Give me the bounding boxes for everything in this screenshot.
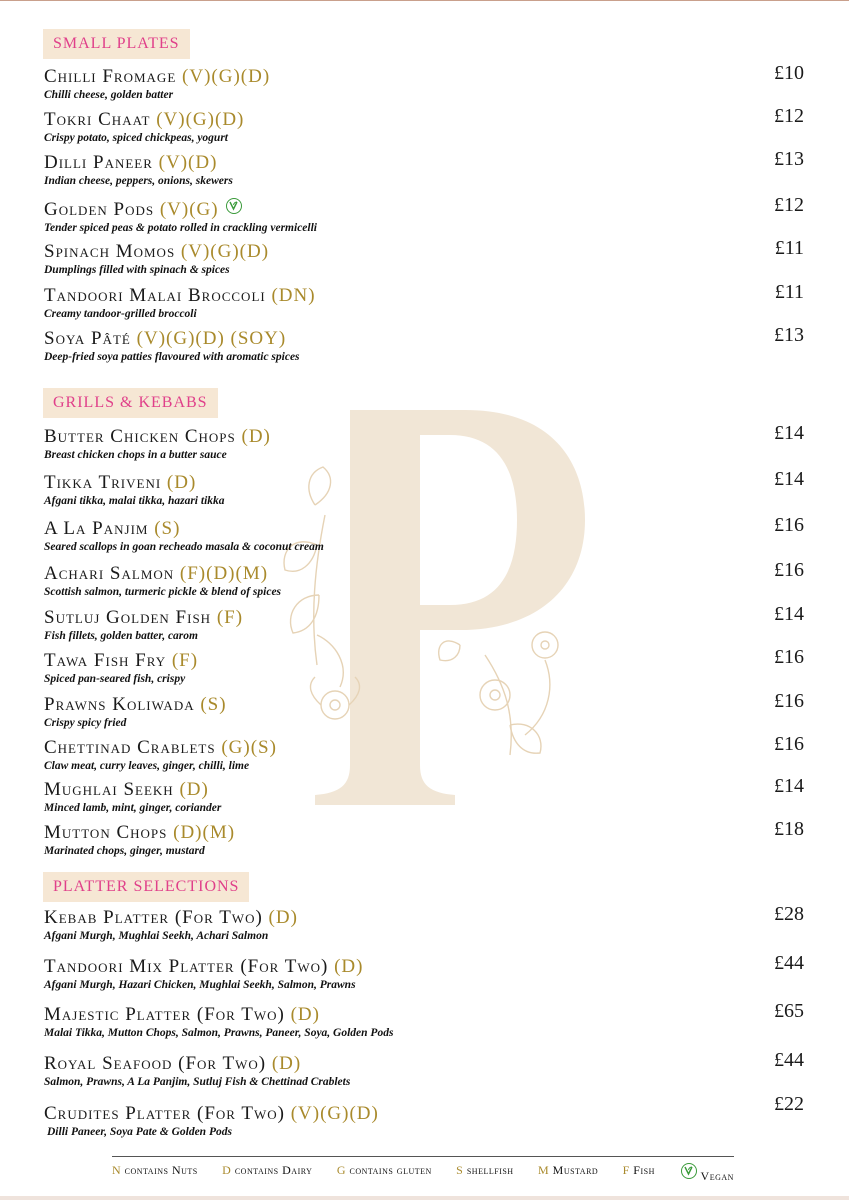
- item-tags: (G)(S): [221, 737, 277, 758]
- legend-item-vegan: [679, 1163, 734, 1184]
- menu-item-butter-chicken-chops: [44, 422, 804, 463]
- menu-item-kebab-platter: [44, 903, 804, 944]
- legend-text: Fish: [633, 1163, 655, 1177]
- bottom-border: [0, 1196, 849, 1200]
- legend-item-gluten: [337, 1163, 432, 1184]
- top-border: [0, 0, 849, 1]
- item-tags: (V)(D): [158, 152, 218, 173]
- item-price: £16: [774, 733, 804, 755]
- item-price: £11: [774, 281, 804, 303]
- item-price: £12: [774, 194, 804, 216]
- item-description: Indian cheese, peppers, onions, skewers: [44, 175, 233, 187]
- item-price: £14: [774, 422, 804, 444]
- item-price: £16: [774, 690, 804, 712]
- item-name: Tandoori Malai Broccoli: [44, 285, 266, 306]
- item-tags: (D): [334, 956, 364, 977]
- item-tags: (D): [290, 1004, 320, 1025]
- menu-item-chilli-fromage: [44, 62, 804, 103]
- legend-text: contains Dairy: [234, 1163, 313, 1177]
- legend-item-dairy: [222, 1163, 312, 1184]
- legend-code: M: [537, 1163, 550, 1177]
- item-name: Tandoori Mix Platter (For Two): [44, 956, 329, 977]
- item-tags: (D): [268, 907, 298, 928]
- item-name: Butter Chicken Chops: [44, 426, 236, 447]
- item-description: Creamy tandoor-grilled broccoli: [44, 308, 197, 320]
- item-name: Chilli Fromage: [44, 66, 177, 87]
- menu-item-dilli-paneer: [44, 148, 804, 189]
- item-description: Dilli Paneer, Soya Pate & Golden Pods: [47, 1126, 232, 1138]
- item-name: Achari Salmon: [44, 563, 175, 584]
- item-name: Tikka Triveni: [44, 472, 162, 493]
- item-price: £18: [774, 818, 804, 840]
- item-name: Soya Pâté: [44, 328, 131, 349]
- menu-item-mughlai-seekh: [44, 775, 804, 816]
- item-tags: (V)(G)(D): [182, 66, 271, 87]
- item-name: Sutluj Golden Fish: [44, 607, 212, 628]
- item-price: £16: [774, 646, 804, 668]
- item-name: Tawa Fish Fry: [44, 650, 167, 671]
- item-tags: (S): [154, 518, 181, 539]
- item-name: Royal Seafood (For Two): [44, 1053, 267, 1074]
- item-tags: (V)(G)(D): [180, 241, 270, 262]
- item-price: £13: [774, 148, 804, 170]
- item-tags: (V)(G)(D): [290, 1103, 379, 1124]
- item-description: Breast chicken chops in a butter sauce: [44, 449, 227, 461]
- item-price: £14: [774, 775, 804, 797]
- legend-text: contains Nuts: [124, 1163, 198, 1177]
- vegan-icon: [226, 198, 242, 214]
- item-description: Minced lamb, mint, ginger, coriander: [44, 802, 222, 814]
- item-tags: (D): [271, 1053, 302, 1074]
- item-name: Mutton Chops: [44, 822, 168, 843]
- item-name: Dilli Paneer: [44, 152, 153, 173]
- item-description: Fish fillets, golden batter, carom: [44, 630, 198, 642]
- legend-item-mustard: [538, 1163, 598, 1184]
- legend-text: contains gluten: [349, 1163, 432, 1177]
- menu-item-prawns-koliwada: [44, 690, 804, 731]
- menu-item-spinach-momos: [44, 237, 804, 278]
- item-description: Deep-fried soya patties flavoured with aromatic spices: [44, 351, 300, 363]
- item-name: A La Panjim: [44, 518, 149, 539]
- item-description: Afgani Murgh, Hazari Chicken, Mughlai Seekh, Salmon, Prawns: [44, 979, 356, 991]
- section-title-grills-kebabs: GRILLS & KEBABS: [43, 388, 218, 418]
- item-tags: (D): [166, 472, 197, 493]
- menu-item-tawa-fish-fry: [44, 646, 804, 687]
- item-price: £10: [774, 62, 804, 84]
- allergen-legend: [112, 1156, 734, 1187]
- menu-item-achari-salmon: [44, 559, 804, 600]
- item-name: Chettinad Crablets: [44, 737, 216, 758]
- item-name: Prawns Koliwada: [44, 694, 195, 715]
- legend-code: N: [112, 1163, 122, 1177]
- item-name: Tokri Chaat: [44, 109, 151, 130]
- legend-text: Mustard: [552, 1163, 599, 1177]
- menu-item-a-la-panjim: [44, 514, 804, 555]
- vegan-icon: [681, 1163, 697, 1179]
- item-description: Crispy spicy fried: [44, 717, 127, 729]
- item-price: £44: [774, 1049, 804, 1071]
- legend-text: shellfish: [466, 1163, 514, 1177]
- item-tags: (D)(M): [173, 822, 236, 843]
- item-description: Dumplings filled with spinach & spices: [44, 264, 230, 276]
- item-description: Claw meat, curry leaves, ginger, chilli, lime: [44, 760, 250, 772]
- menu-item-royal-seafood: [44, 1049, 804, 1090]
- menu-item-crudites-platter: [44, 1093, 804, 1140]
- menu-item-tandoori-malai-broccoli: [44, 281, 804, 322]
- item-price: £14: [774, 468, 804, 490]
- item-name: Spinach Momos: [44, 241, 176, 262]
- item-price: £44: [774, 952, 804, 974]
- item-description: Crispy potato, spiced chickpeas, yogurt: [44, 132, 228, 144]
- menu-item-golden-pods: [44, 194, 804, 236]
- item-price: £22: [774, 1093, 804, 1115]
- menu-item-tandoori-mix-platter: [44, 952, 804, 993]
- item-tags: (V)(G): [159, 199, 219, 220]
- item-price: £11: [774, 237, 804, 259]
- item-tags: (D): [241, 426, 271, 447]
- menu-item-mutton-chops: [44, 818, 804, 859]
- section-title-platter-selections: PLATTER SELECTIONS: [43, 872, 249, 902]
- item-name: Majestic Platter (For Two): [44, 1004, 285, 1025]
- item-description: Marinated chops, ginger, mustard: [44, 845, 205, 857]
- item-description: Tender spiced peas & potato rolled in crackling vermicelli: [44, 222, 317, 234]
- item-tags: (F): [216, 607, 244, 628]
- item-description: Malai Tikka, Mutton Chops, Salmon, Prawns, Paneer, Soya, Golden Pods: [44, 1027, 394, 1039]
- item-tags: (V)(G)(D) (SOY): [136, 328, 287, 349]
- item-description: Afgani Murgh, Mughlai Seekh, Achari Salmon: [44, 930, 269, 942]
- item-price: £65: [774, 1000, 804, 1022]
- item-tags: (DN): [271, 285, 316, 306]
- menu-item-chettinad-crablets: [44, 733, 804, 774]
- legend-item-nuts: [112, 1163, 198, 1184]
- item-description: Seared scallops in goan recheado masala & coconut cream: [44, 541, 324, 553]
- legend-code: S: [456, 1163, 464, 1177]
- item-tags: (F): [171, 650, 199, 671]
- item-tags: (S): [200, 694, 227, 715]
- item-price: £12: [774, 105, 804, 127]
- menu-item-tokri-chaat: [44, 105, 804, 146]
- item-price: £16: [774, 559, 804, 581]
- item-tags: (V)(G)(D): [156, 109, 245, 130]
- item-description: Chilli cheese, golden batter: [44, 89, 174, 101]
- menu-item-majestic-platter: [44, 1000, 804, 1041]
- item-price: £13: [774, 324, 804, 346]
- legend-text: Vegan: [700, 1169, 734, 1183]
- item-tags: (D): [179, 779, 209, 800]
- menu-item-sutluj-golden-fish: [44, 603, 804, 644]
- legend-code: F: [622, 1163, 630, 1177]
- item-price: £16: [774, 514, 804, 536]
- legend-item-fish: [623, 1163, 655, 1184]
- item-price: £14: [774, 603, 804, 625]
- item-name: Mughlai Seekh: [44, 779, 174, 800]
- legend-code: G: [336, 1163, 346, 1177]
- item-name: Kebab Platter (For Two): [44, 907, 263, 928]
- item-description: Afgani tikka, malai tikka, hazari tikka: [44, 495, 225, 507]
- item-description: Spiced pan-seared fish, crispy: [44, 673, 186, 685]
- item-description: Scottish salmon, turmeric pickle & blend of spices: [44, 586, 282, 598]
- item-tags: (F)(D)(M): [179, 563, 269, 584]
- section-title-small-plates: SMALL PLATES: [43, 29, 190, 59]
- legend-item-shellfish: [456, 1163, 513, 1184]
- legend-code: D: [222, 1163, 232, 1177]
- item-price: £28: [774, 903, 804, 925]
- item-name: Golden Pods: [44, 199, 155, 220]
- menu-item-soya-pate: [44, 324, 804, 365]
- item-description: Salmon, Prawns, A La Panjim, Sutluj Fish & Chettinad Crablets: [44, 1076, 351, 1088]
- menu-item-tikka-triveni: [44, 468, 804, 509]
- item-name: Crudites Platter (For Two): [44, 1103, 285, 1124]
